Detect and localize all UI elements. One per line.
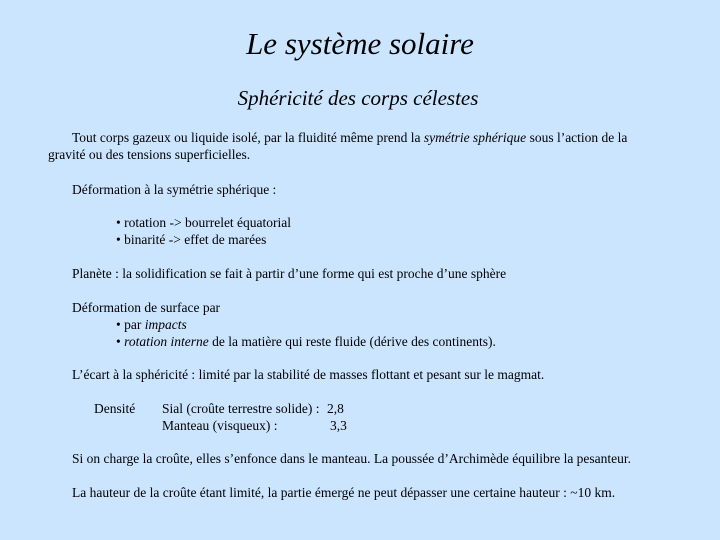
- intro-paragraph: [48, 129, 668, 163]
- charge-line: Si on charge la croûte, elles s’enfonce dans le manteau. La poussée d’Archimède équilibre la pesanteur.: [72, 451, 632, 466]
- surface-item-impacts-prefix: par: [124, 317, 145, 332]
- intro-text-before: Tout corps gazeux ou liquide isolé, par la fluidité même prend la: [72, 130, 424, 145]
- deformation-item-rotation: • rotation -> bourrelet équatorial: [116, 214, 291, 231]
- surface-item-rotation-rest: de la matière qui reste fluide (dérive des continents).: [208, 334, 496, 349]
- planet-line: Planète : la solidification se fait à partir d’une forme qui est proche d’une sphère: [72, 266, 507, 281]
- intro-text-after: sous l’action de la gravité ou des tensions superficielles.: [48, 130, 628, 162]
- surface-item-rotation-interne: [116, 333, 496, 350]
- slide-subtitle: Sphéricité des corps célestes: [237, 86, 479, 110]
- deformation-heading: Déformation à la symétrie sphérique :: [72, 182, 277, 197]
- surface-item-rotation-emphasis: rotation interne: [124, 334, 209, 349]
- slide-title: Le système solaire: [246, 26, 474, 61]
- density-label: Densité: [94, 401, 136, 416]
- surface-item-impacts-emphasis: impacts: [144, 317, 187, 332]
- surface-item-impacts: [116, 316, 187, 333]
- deformation-item-binarite: • binarité -> effet de marées: [116, 231, 266, 248]
- ecart-line: L’écart à la sphéricité : limité par la stabilité de masses flottant et pesant sur le magmat.: [72, 367, 545, 382]
- surface-heading: Déformation de surface par: [72, 300, 221, 315]
- density-sial-name: Sial (croûte terrestre solide) :: [162, 401, 320, 416]
- density-manteau-value: 3,3: [330, 418, 347, 433]
- hauteur-line: La hauteur de la croûte étant limité, la partie émergé ne peut dépasser une certaine hauteur : ~10 km.: [72, 485, 616, 500]
- density-manteau-name: Manteau (visqueux) :: [162, 418, 278, 433]
- density-sial-value: 2,8: [327, 401, 344, 416]
- intro-emphasis: symétrie sphérique: [423, 130, 527, 145]
